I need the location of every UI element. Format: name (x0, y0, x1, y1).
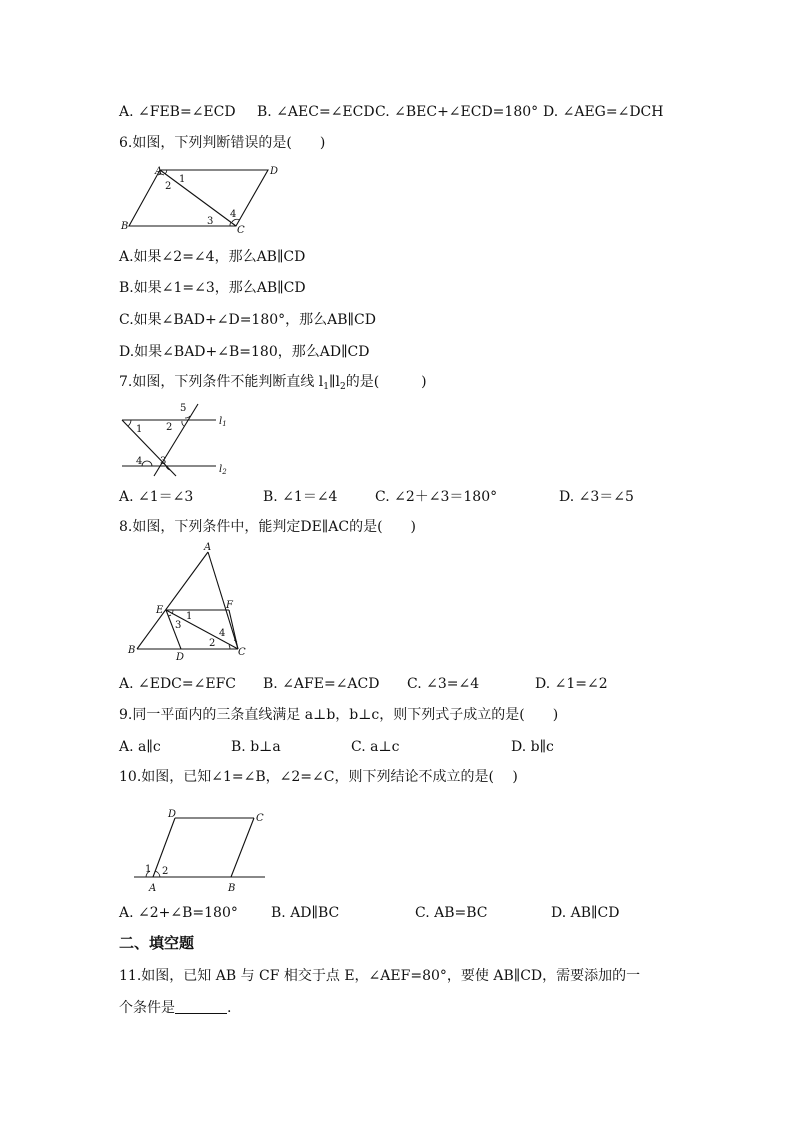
q9-option-b: B. b⊥a (231, 739, 281, 755)
q7-angle-1: 1 (136, 424, 143, 435)
q8-label-e: E (156, 605, 164, 616)
q7-option-a: A. ∠1＝∠3 (119, 489, 194, 505)
q6-label-a: A (155, 166, 163, 177)
q10-label-d: D (168, 809, 177, 820)
q6-label-c: C (237, 225, 245, 236)
q5-option-c: C. ∠BEC+∠ECD=180° (375, 104, 539, 120)
q10-option-b: B. AD∥BC (271, 905, 340, 921)
q10-figure (130, 808, 270, 894)
q7-stem: 7.如图，下列条件不能判断直线 $l_1\parallel l_2$的是( ) (119, 374, 427, 392)
q9-option-d: D. b∥c (511, 739, 554, 755)
q7-figure (118, 400, 238, 478)
q8-option-c: C. ∠3=∠4 (407, 676, 480, 692)
q7-angle-3: 3 (160, 456, 167, 467)
q5-option-a: A. ∠FEB=∠ECD (119, 104, 236, 120)
q10-option-c: C. AB=BC (415, 905, 488, 921)
q10-option-d: D. AB∥CD (551, 905, 620, 921)
q7-angle-2: 2 (166, 422, 173, 433)
q8-angle-1: 1 (186, 611, 193, 622)
q9-option-a: A. a∥c (119, 739, 161, 755)
q6-option-d: D.如果∠BAD+∠B=180，那么AD∥CD (119, 344, 370, 360)
q10-label-a: A (149, 883, 157, 894)
q10-label-b: B (228, 883, 236, 894)
q10-label-c: C (256, 813, 264, 824)
q8-stem: 8.如图，下列条件中，能判定DE∥AC的是( ) (119, 519, 417, 535)
q11-line1: 11.如图，已知 AB 与 CF 相交于点 E，∠AEF=80°，要使 AB∥CD，需要添加的一 (119, 968, 641, 984)
q6-angle-4: 4 (230, 209, 237, 220)
section-title-fill-blank: 二、填空题 (119, 934, 195, 952)
q7-label-l2: $l_2$ (219, 464, 227, 476)
q7-option-d: D. ∠3＝∠5 (559, 489, 634, 505)
q8-angle-2: 2 (209, 638, 216, 649)
q7-label-l1: $l_1$ (219, 416, 227, 428)
q8-angle-4: 4 (219, 628, 226, 639)
q10-angle-2: 2 (162, 866, 169, 877)
q6-stem: 6.如图，下列判断错误的是( ) (119, 135, 326, 151)
q8-label-c: C (238, 647, 246, 658)
q9-stem: 9.同一平面内的三条直线满足 a⊥b，b⊥c，则下列式子成立的是( ) (119, 707, 559, 723)
q7-angle-5: 5 (180, 403, 187, 414)
q5-option-b: B. ∠AEC=∠ECD (257, 104, 375, 120)
q11-line2: 个条件是 . (119, 1000, 232, 1016)
q10-option-a: A. ∠2+∠B=180° (119, 905, 238, 921)
q6-option-a: A.如果∠2=∠4，那么AB∥CD (119, 249, 306, 265)
q6-option-c: C.如果∠BAD+∠D=180°，那么AB∥CD (119, 312, 376, 328)
q9-option-c: C. a⊥c (351, 739, 400, 755)
q8-option-d: D. ∠1=∠2 (535, 676, 608, 692)
q5-option-d: D. ∠AEG=∠DCH (543, 104, 664, 120)
q7-option-b: B. ∠1＝∠4 (263, 489, 338, 505)
q6-label-b: B (121, 221, 129, 232)
q8-angle-3: 3 (175, 620, 182, 631)
q10-stem: 10.如图，已知∠1=∠B，∠2=∠C，则下列结论不成立的是( ) (119, 769, 518, 785)
q8-label-d: D (176, 652, 185, 663)
q6-figure (118, 163, 288, 238)
q8-figure (125, 543, 255, 663)
q8-label-a: A (204, 542, 212, 553)
q7-angle-4: 4 (136, 456, 143, 467)
q11-answer-blank[interactable] (175, 1001, 227, 1014)
q6-angle-1: 1 (179, 174, 186, 185)
q8-label-f: F (226, 600, 233, 611)
q6-option-b: B.如果∠1=∠3，那么AB∥CD (119, 280, 306, 296)
q10-angle-1: 1 (145, 864, 152, 875)
q7-option-c: C. ∠2＋∠3＝180° (375, 489, 498, 505)
q6-angle-2: 2 (165, 181, 172, 192)
q6-label-d: D (270, 166, 279, 177)
q8-option-a: A. ∠EDC=∠EFC (119, 676, 237, 692)
q8-option-b: B. ∠AFE=∠ACD (263, 676, 380, 692)
q8-label-b: B (128, 645, 136, 656)
q6-angle-3: 3 (207, 216, 214, 227)
